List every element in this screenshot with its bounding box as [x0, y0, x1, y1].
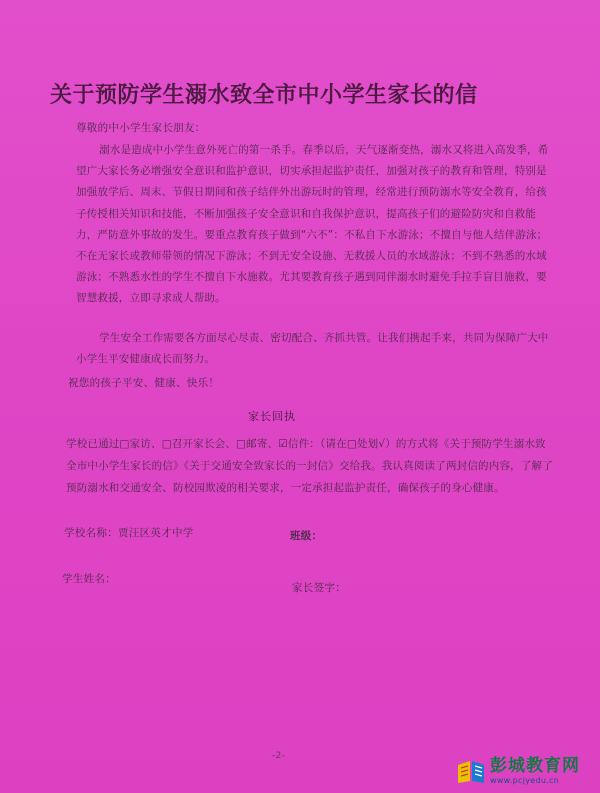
book-logo-icon: [456, 757, 486, 785]
letter-paragraph-2: 学生安全工作需要各方面尽心尽责、密切配合、齐抓共管。让我们携起手来，共同为保障广大中小学生平安健康成长而努力。: [76, 332, 549, 366]
letter-title: 关于预防学生溺水致全市中小学生家长的信: [50, 83, 478, 108]
page-number: -2-: [272, 751, 286, 761]
letter-paragraph-1: 溺水是造成中小学生意外死亡的第一杀手。春季以后，天气逐渐变热，溺水又将进入高发季，希望广大家长务必增强安全意识和监护意识，切实承担起监护责任，加强对孩子的教育和管理，特别是加强放学后、周末、节假日期间和孩子结伴外出游玩时的管理，经常进行预防溺水等安全教育，给孩子传授相关知识和技能，不断加强孩子安全意识和自我保护意识，提高孩子们的避险防灾和自救能力，严防意外事故的发生。要重点教育孩子做到“六不”：不私自下水游泳；不擅自与他人结伴游泳；不在无家长或教师带领的情况下游泳；不到无安全设施、无救援人员的水域游泳；不到不熟悉的水域游泳；不熟悉水性的学生不擅自下水施救。尤其要教育孩子遇到同伴溺水时避免手拉手盲目施救，要智慧救援，立即寻求成人帮助。: [76, 144, 549, 305]
receipt-body: 学校已通过□家访、□召开家长会、□邮寄、☑信件：（请在□处划√）的方式将《关于预防学生溺水致全市中小学生家长的信》《关于交通安全致家长的一封信》交给我。我认真阅读了两封信的内容，了解了预防溺水和交通安全、防校园欺凌的相关要求，一定承担起监护责任，确保孩子的身心健康。: [66, 438, 553, 494]
receipt-title: 家长回执: [248, 410, 296, 423]
school-name-field: 学校名称：贾汪区英才中学: [64, 527, 194, 539]
student-name-field: 学生姓名：: [62, 573, 116, 585]
parent-signature-field: 家长签字：: [292, 582, 346, 594]
letter-wish: 祝您的孩子平安、健康、快乐！: [68, 377, 220, 389]
site-watermark: [456, 754, 596, 788]
letter-greeting: 尊敬的中小学生家长朋友：: [76, 122, 206, 134]
class-field: 班级：: [290, 530, 323, 542]
watermark-url: www.pcjyedu.cn: [490, 775, 560, 785]
watermark-name: 彭城教育网: [490, 755, 580, 776]
